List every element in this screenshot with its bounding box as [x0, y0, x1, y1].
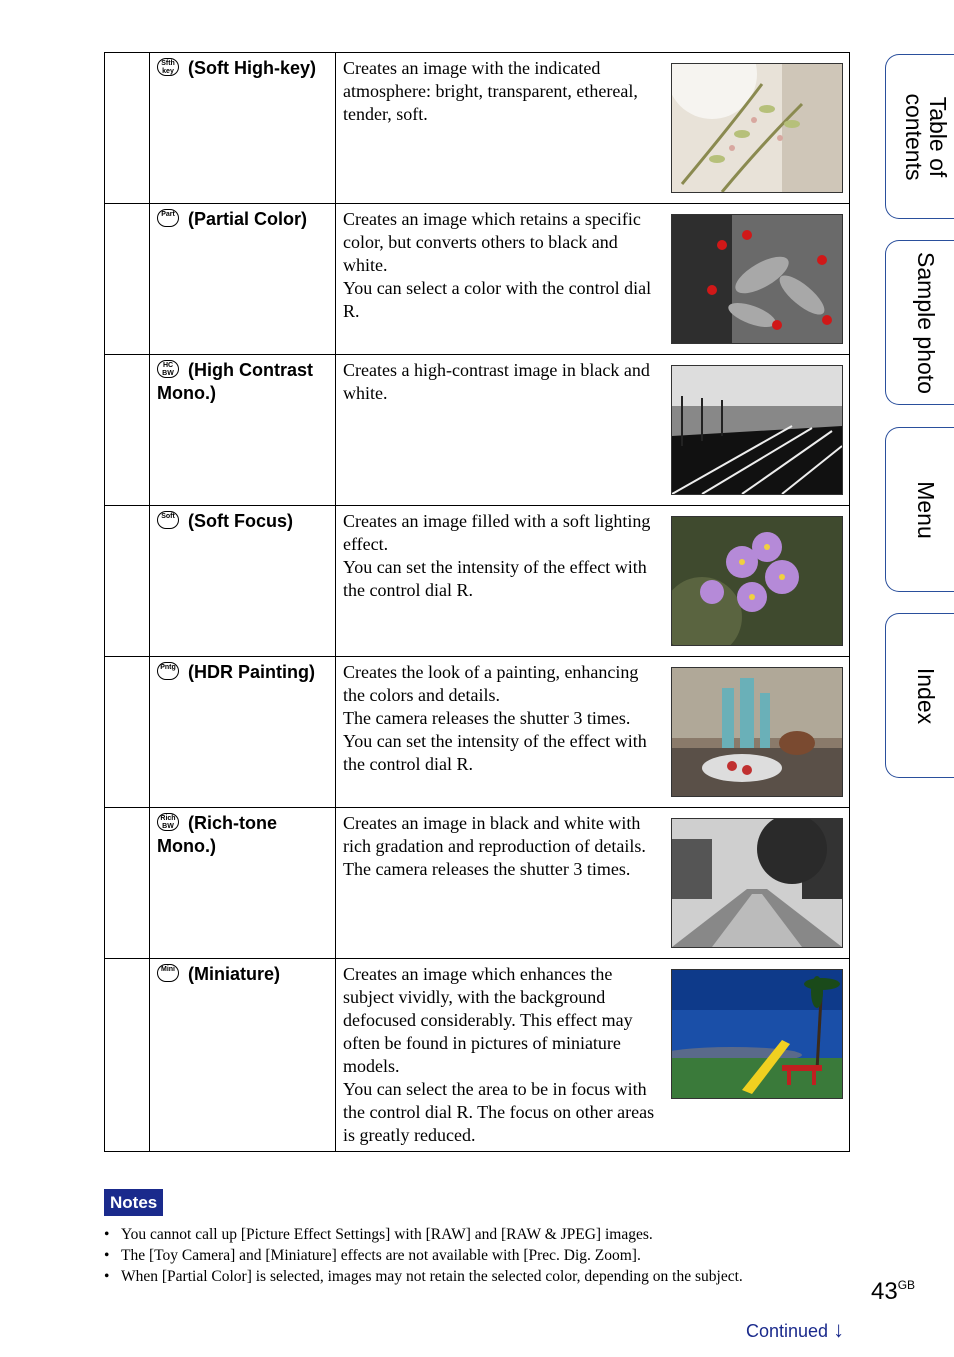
note-item: • You cannot call up [Picture Effect Settings] with [RAW] and [RAW & JPEG] images.: [104, 1224, 864, 1245]
effect-name: Pntg (HDR Painting): [150, 657, 335, 684]
blank-cell: [105, 959, 150, 1152]
sample-photo-rich-tone-mono: [671, 818, 843, 948]
effect-description: Creates an image filled with a soft lighting effect. You can set the intensity of the effect with the control dial R.: [343, 511, 651, 600]
partial-color-icon: Part: [157, 209, 179, 227]
miniature-icon: Mini: [157, 964, 179, 982]
hdr-painting-icon: Pntg: [157, 662, 179, 680]
blank-cell: [105, 657, 150, 808]
effect-name: Sfth key (Soft High-key): [150, 53, 335, 80]
soft-highkey-icon: Sfth key: [157, 58, 179, 76]
effect-description: Creates an image which enhances the subject vividly, with the background defocused considerably. This effect may often be found in pictures of miniature models. You can select the area to be in focus with the control dial R. The focus on other areas is greatly reduced.: [343, 964, 655, 1145]
effect-row-miniature: [105, 959, 850, 1152]
picture-effects-table: [104, 52, 850, 1152]
effect-name: HC BW (High Contrast Mono.): [157, 360, 313, 403]
effect-name: Soft (Soft Focus): [150, 506, 335, 533]
high-contrast-mono-icon: HC BW: [157, 360, 179, 378]
blank-cell: [105, 506, 150, 657]
effect-row-rich-tone-mono: [105, 808, 850, 959]
effect-name: Mini (Miniature): [150, 959, 335, 986]
notes-list: [104, 1224, 864, 1287]
effect-row-hdr-painting: [105, 657, 850, 808]
sample-photo-soft-focus: [671, 516, 843, 646]
sample-photo-hdr-painting: [671, 667, 843, 797]
sample-photo-high-contrast-mono: [671, 365, 843, 495]
effect-row-partial-color: [105, 204, 850, 355]
sample-photo-soft-highkey: [671, 63, 843, 193]
blank-cell: [105, 204, 150, 355]
continued-link[interactable]: Continued ↓: [746, 1317, 845, 1342]
blank-cell: [105, 355, 150, 506]
note-item: • When [Partial Color] is selected, images may not retain the selected color, depending on the subject.: [104, 1266, 864, 1287]
effect-description: Creates an image with the indicated atmosphere: bright, transparent, ethereal, tender, soft.: [343, 58, 638, 124]
soft-focus-icon: Soft: [157, 511, 179, 529]
down-arrow-icon: ↓: [833, 1317, 845, 1342]
effect-description: Creates an image which retains a specific color, but converts others to black and white. You can select a color with the control dial R.: [343, 209, 652, 321]
tab-sample-photo[interactable]: Sample photo: [885, 240, 954, 405]
effect-row-high-contrast-mono: [105, 355, 850, 506]
effect-row-soft-highkey: [105, 53, 850, 204]
effect-row-soft-focus: [105, 506, 850, 657]
page-number: $43^{GB}$: [871, 1278, 916, 1305]
notes-label: Notes: [104, 1189, 163, 1216]
effect-name: Part (Partial Color): [150, 204, 335, 231]
effect-description: Creates an image in black and white with rich gradation and reproduction of details. The camera releases the shutter 3 times.: [343, 813, 646, 879]
tab-table-of-contents[interactable]: Table of contents: [885, 54, 954, 219]
effect-description: Creates a high-contrast image in black and white.: [343, 360, 650, 403]
note-item: • The [Toy Camera] and [Miniature] effects are not available with [Prec. Dig. Zoom].: [104, 1245, 864, 1266]
sample-photo-partial-color: [671, 214, 843, 344]
effect-name: Rich BW (Rich-tone Mono.): [157, 813, 277, 856]
tab-menu[interactable]: Menu: [885, 427, 954, 592]
blank-cell: [105, 53, 150, 204]
blank-cell: [105, 808, 150, 959]
rich-tone-mono-icon: Rich BW: [157, 813, 179, 831]
effect-description: Creates the look of a painting, enhancing the colors and details. The camera releases the shutter 3 times. You can set the intensity of the effect with the control dial R.: [343, 662, 647, 774]
sample-photo-miniature: [671, 969, 843, 1099]
tab-index[interactable]: Index: [885, 613, 954, 778]
